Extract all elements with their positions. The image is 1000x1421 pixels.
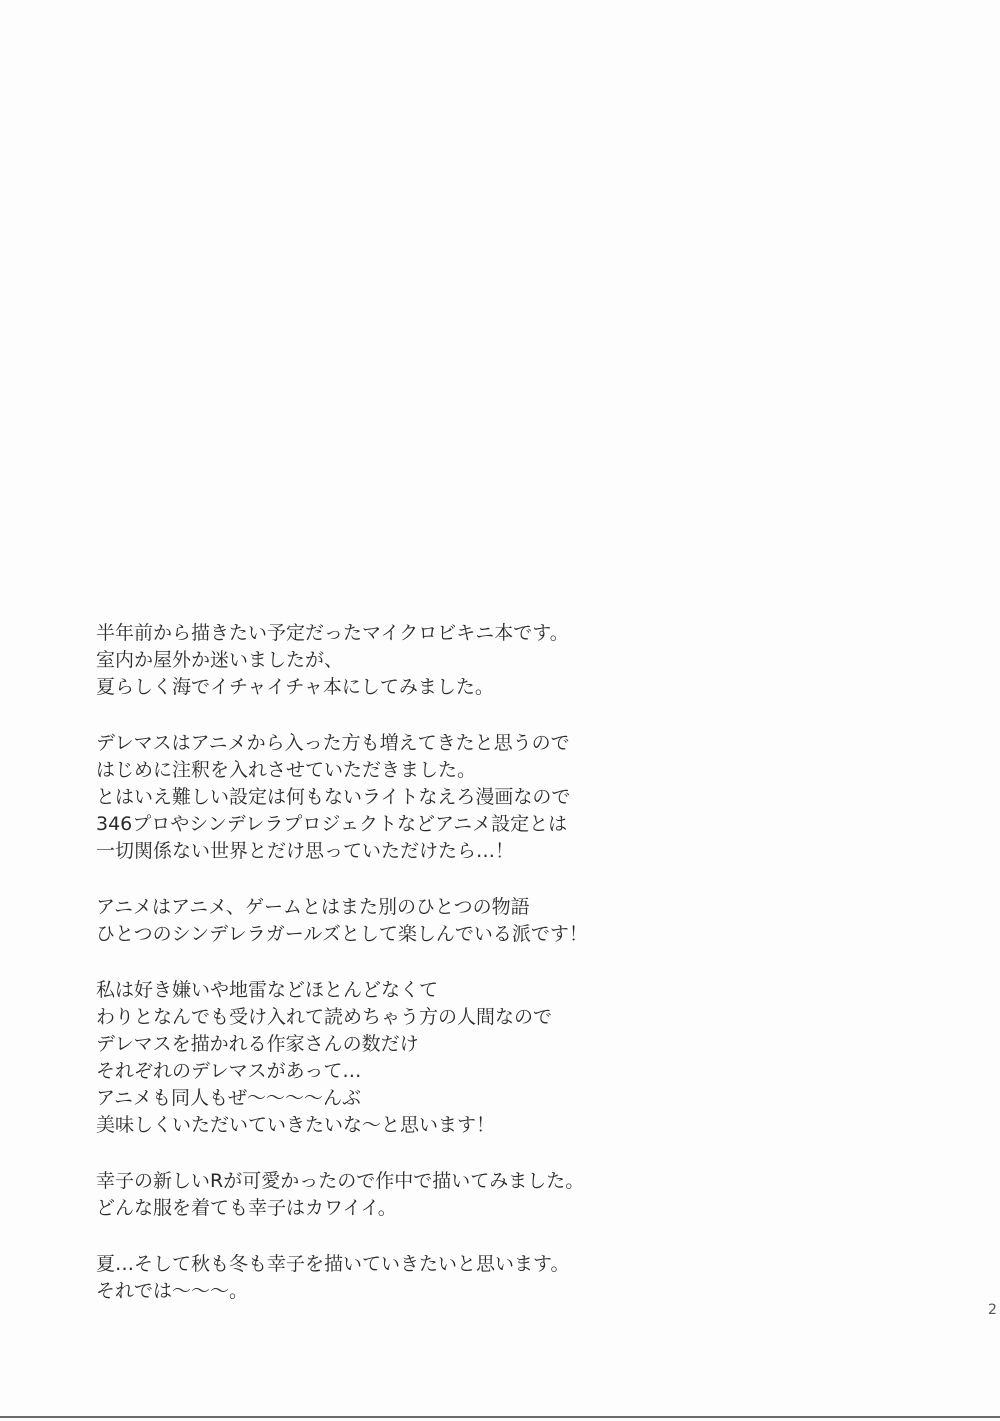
text-line: とはいえ難しい設定は何もないライトなえろ漫画なので: [96, 786, 571, 808]
paragraph: [96, 977, 656, 1139]
text-line: 一切関係ない世界とだけ思っていただけたら…！: [96, 840, 515, 862]
text-line: 室内か屋外か迷いましたが、: [96, 649, 344, 671]
page-number: 2: [988, 1302, 997, 1318]
text-line: 私は好き嫌いや地雷などほとんどなくて: [96, 979, 439, 1001]
paragraph: [96, 1251, 656, 1305]
text-line: 346プロやシンデレラプロジェクトなどアニメ設定とは: [96, 813, 568, 835]
paragraph: [96, 1168, 656, 1222]
text-line: わりとなんでも受け入れて読めちゃう方の人間なので: [96, 1006, 553, 1028]
text-line: デレマスを描かれる作家さんの数だけ: [96, 1033, 419, 1055]
bottom-edge-line: [0, 1416, 1000, 1418]
text-line: ひとつのシンデレラガールズとして楽しんでいる派です！: [96, 923, 588, 945]
paragraph: [96, 620, 656, 701]
text-line: アニメはアニメ、ゲームとはまた別のひとつの物語: [96, 896, 530, 918]
text-line: 美味しくいただいていきたいな～と思います！: [96, 1114, 496, 1136]
text-line: アニメも同人もぜ～～～～んぶ: [96, 1087, 362, 1109]
text-line: それぞれのデレマスがあって…: [96, 1060, 362, 1082]
text-line: 半年前から描きたい予定だったマイクロビキニ本です。: [96, 622, 569, 644]
text-line: 夏…そして秋も冬も幸子を描いていきたいと思います。: [96, 1253, 570, 1275]
text-line: 夏らしく海でイチャイチャ本にしてみました。: [96, 676, 494, 698]
text-line: どんな服を着ても幸子はカワイイ。: [96, 1197, 397, 1219]
text-line: それでは～～～。: [96, 1280, 249, 1302]
paragraph: [96, 894, 656, 948]
text-line: 幸子の新しいRが可愛かったので作中で描いてみました。: [96, 1170, 585, 1192]
text-line: デレマスはアニメから入った方も増えてきたと思うので: [96, 732, 570, 754]
afterword-text: [96, 620, 656, 1334]
text-line: はじめに注釈を入れさせていただきました。: [96, 759, 477, 781]
paragraph: [96, 730, 656, 865]
